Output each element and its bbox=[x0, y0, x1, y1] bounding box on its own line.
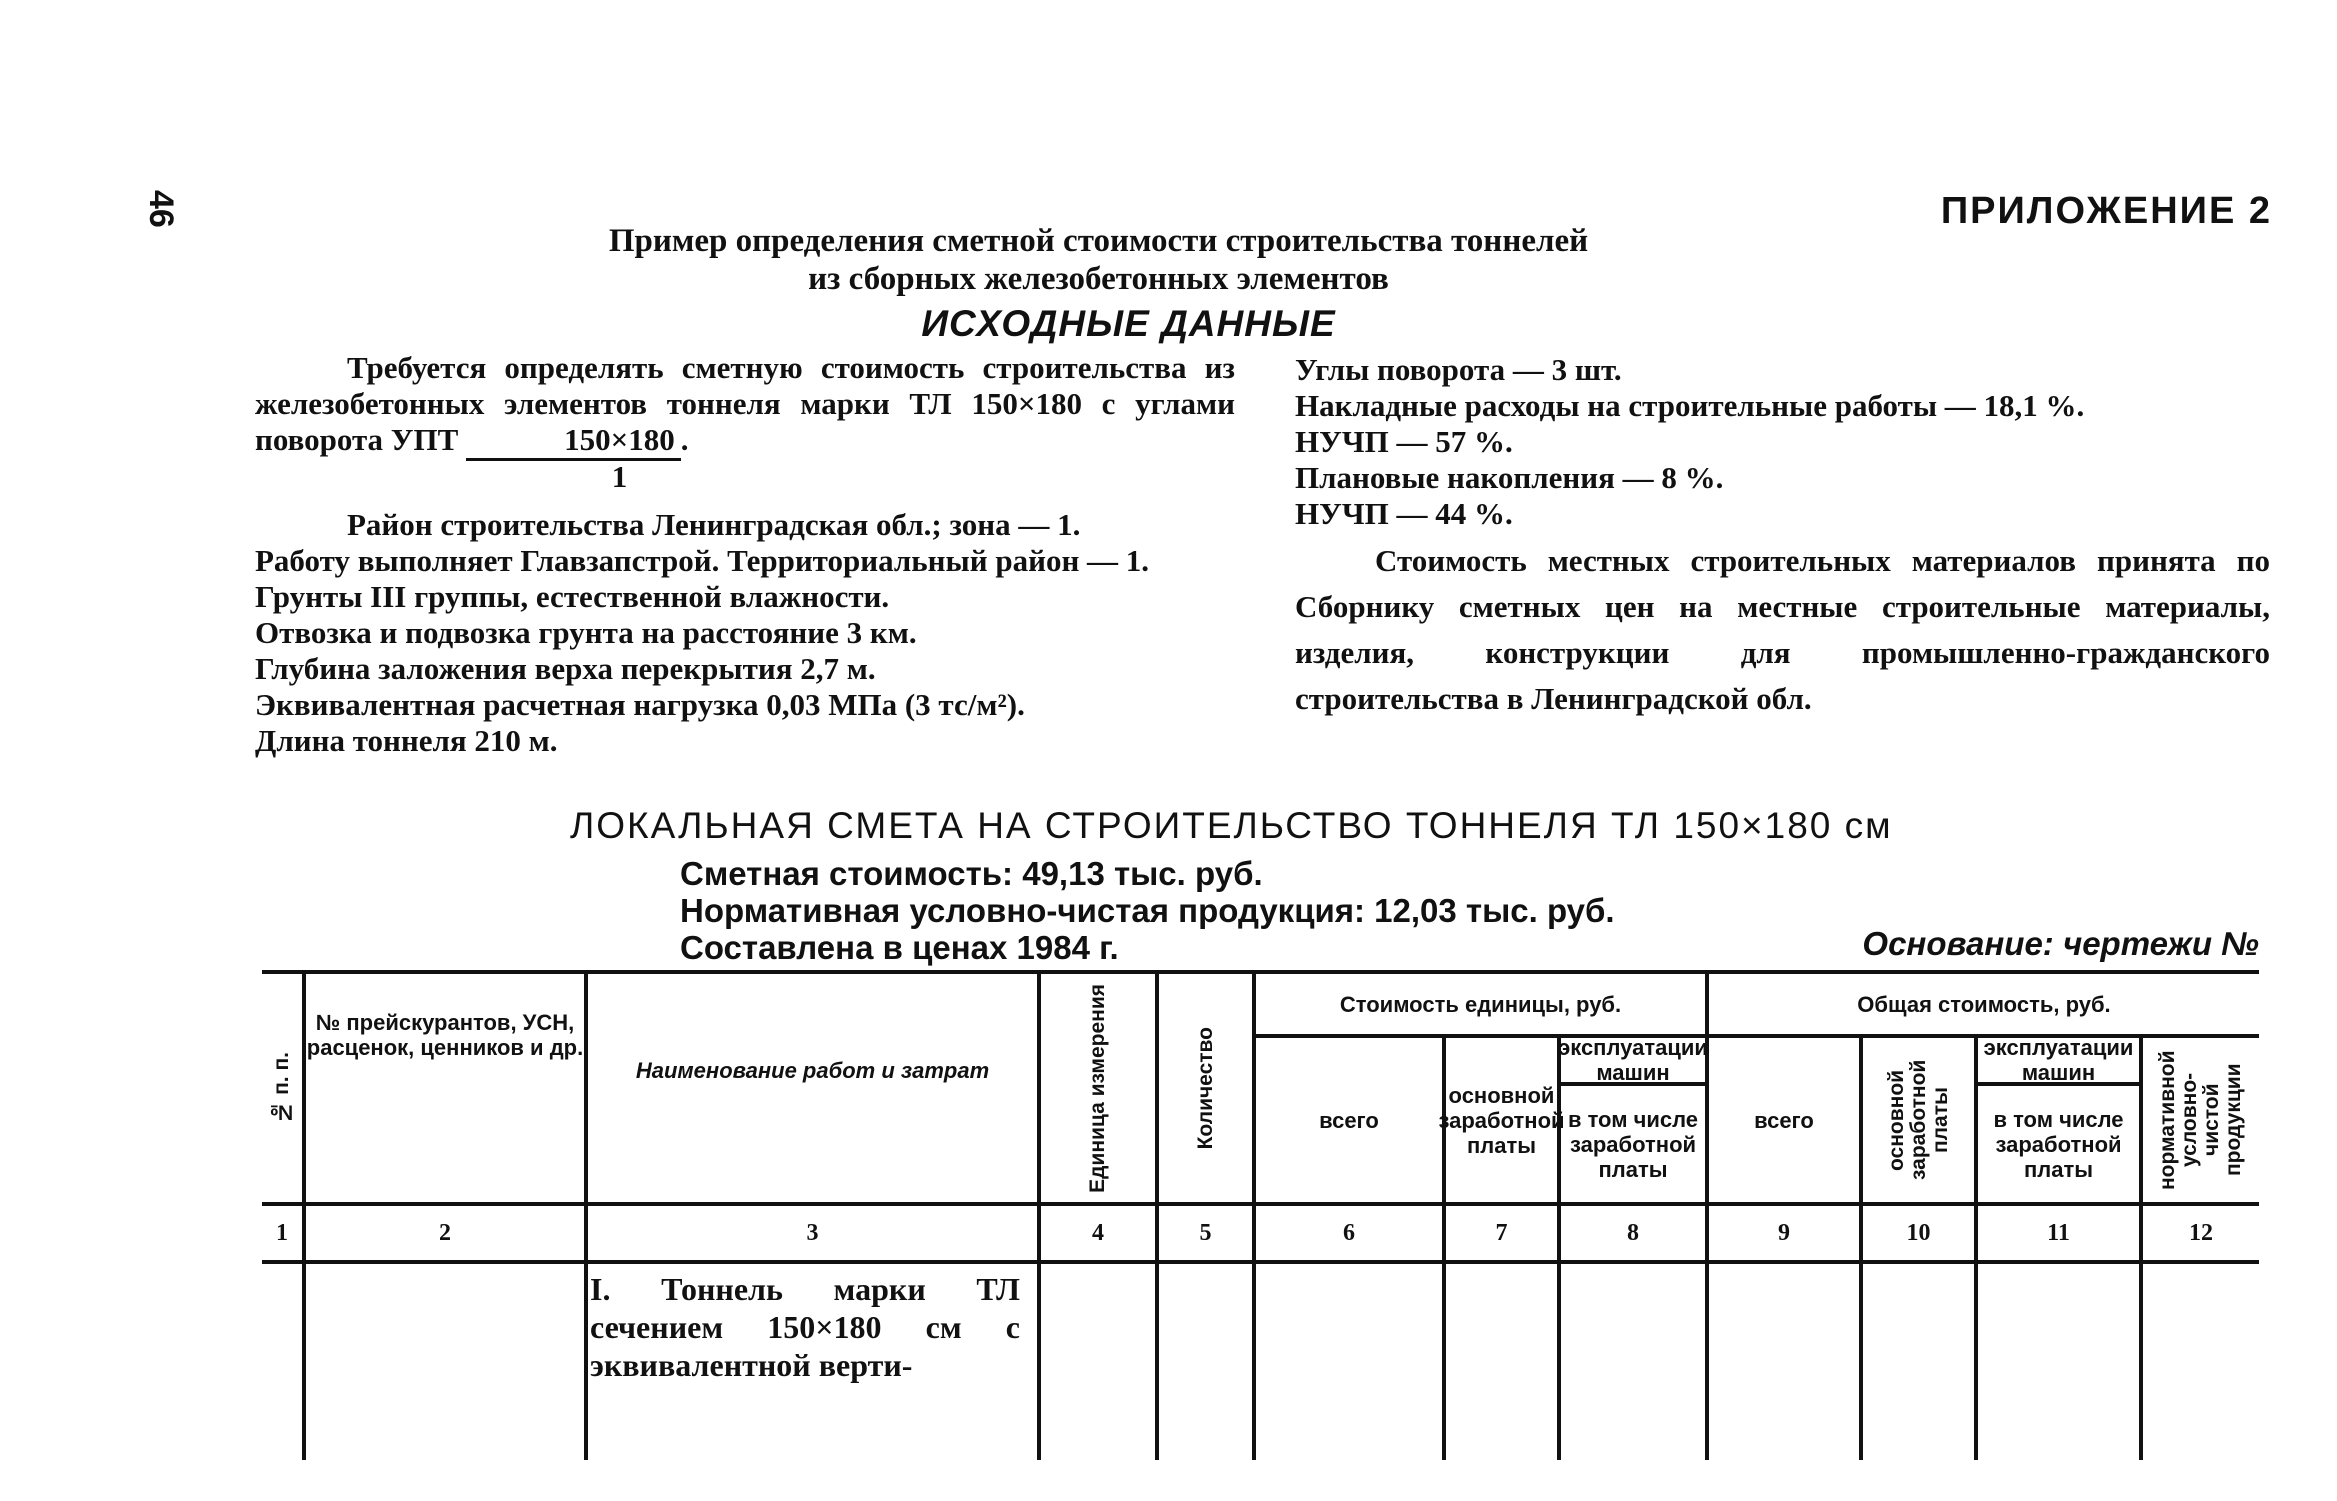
materials-paragraph: Стоимость местных строительных материалов принята по Сборнику сметных цен на местные строительные материалы, изделия, конструкции для промышленно-гражданского строительства в Ленинградской обл. bbox=[1295, 543, 2270, 716]
estimate-prices: Составлена в ценах 1984 г. bbox=[680, 929, 1119, 966]
estimate-production: Нормативная условно-чистая продукция: 12,03 тыс. руб. bbox=[680, 892, 1615, 929]
column-number: 4 bbox=[1092, 1219, 1104, 1246]
column-number: 2 bbox=[439, 1219, 451, 1246]
header-quantity: Количество bbox=[1193, 1026, 1217, 1150]
planned-savings-line: Плановые накопления — 8 %. bbox=[1295, 460, 1724, 495]
column-number: 3 bbox=[806, 1219, 819, 1246]
title-line-2: из сборных железобетонных элементов bbox=[808, 261, 1389, 297]
angles-line: Углы поворота — 3 шт. bbox=[1295, 352, 1622, 387]
header-unit-total: всего bbox=[1319, 1107, 1379, 1133]
column-number: 10 bbox=[1906, 1219, 1931, 1246]
right-column bbox=[1295, 352, 2270, 722]
header-unit-machine-wages: в том числе заработной платы bbox=[1567, 1106, 1699, 1182]
estimate-basis: Основание: чертежи № bbox=[1862, 925, 2259, 962]
contractor-line: Работу выполняет Главзапстрой. Территориальный район — 1. bbox=[255, 543, 1150, 578]
header-unit-cost: Стоимость единицы, руб. bbox=[1339, 991, 1622, 1017]
header-work-name: Наименование работ и затрат bbox=[635, 1057, 990, 1083]
header-price-lists: № прейскурантов, УСН, расценок, ценников и др. bbox=[306, 1010, 584, 1060]
column-number: 6 bbox=[1343, 1219, 1355, 1246]
header-total-cost: Общая стоимость, руб. bbox=[1857, 991, 2111, 1017]
appendix-label: ПРИЛОЖЕНИЕ 2 bbox=[1940, 190, 2272, 232]
header-number: № п. п. bbox=[270, 1052, 293, 1124]
depth-line: Глубина заложения верха перекрытия 2,7 м. bbox=[255, 651, 876, 686]
page-number: 46 bbox=[142, 190, 180, 228]
nuchp-line-1: НУЧП — 57 %. bbox=[1295, 424, 1513, 459]
header-total-machines: эксплуатации машин bbox=[1983, 1035, 2134, 1085]
soil-line: Грунты III группы, естественной влажности. bbox=[255, 579, 890, 614]
section-heading: ИСХОДНЫЕ ДАННЫЕ bbox=[921, 303, 1336, 344]
header-total-all: всего bbox=[1754, 1107, 1814, 1133]
load-line: Эквивалентная расчетная нагрузка 0,03 МПа (3 тс/м²). bbox=[255, 687, 1025, 722]
estimate-info bbox=[680, 855, 1615, 966]
length-line: Длина тоннеля 210 м. bbox=[255, 723, 558, 758]
column-number: 8 bbox=[1627, 1219, 1639, 1246]
header-unit: Единица измерения bbox=[1086, 983, 1109, 1193]
column-number: 7 bbox=[1495, 1219, 1508, 1246]
header-unit-wages: основной заработной платы bbox=[1438, 1082, 1565, 1158]
estimate-cost: Сметная стоимость: 49,13 тыс. руб. bbox=[680, 855, 1263, 892]
column-number: 5 bbox=[1199, 1219, 1212, 1246]
nuchp-line-2: НУЧП — 44 %. bbox=[1295, 496, 1513, 531]
fraction: $\frac{150\times 180}{1}$ bbox=[466, 422, 681, 493]
header-total-machine-wages: в том числе заработной платы bbox=[1993, 1106, 2124, 1182]
estimate-title: ЛОКАЛЬНАЯ СМЕТА НА СТРОИТЕЛЬСТВО ТОННЕЛЯ ТЛ 150×180 см bbox=[570, 805, 1893, 846]
left-column bbox=[255, 350, 1235, 759]
header-normative-production: нормативной условно-чистой продукции bbox=[2156, 1050, 2245, 1190]
column-number: 12 bbox=[2189, 1219, 2213, 1246]
header-total-wages: основной заработной платы bbox=[1884, 1059, 1952, 1181]
region-line: Район строительства Ленинградская обл.; зона — 1. bbox=[347, 507, 1081, 542]
estimate-table bbox=[262, 970, 2259, 1460]
overhead-line: Накладные расходы на строительные работы — 18,1 %. bbox=[1295, 388, 2085, 423]
intro-paragraph: Требуется определять сметную стоимость строительства из железобетонных элементов тоннеля марки ТЛ 150×180 с углами поворота УПТ $\frac{150\times 180}{1}$ . bbox=[255, 350, 1235, 494]
document-title bbox=[0, 222, 2337, 298]
header-unit-machines: эксплуатации машин bbox=[1558, 1035, 1708, 1085]
transport-line: Отвозка и подвозка грунта на расстояние 3 км. bbox=[255, 615, 917, 650]
title-line-1: Пример определения сметной стоимости строительства тоннелей bbox=[608, 223, 1589, 259]
column-number: 9 bbox=[1778, 1219, 1790, 1246]
column-number: 11 bbox=[2047, 1219, 2070, 1246]
table-first-row-text: I. Тоннель марки ТЛ сечением 150×180 см с эквивалентной верти- bbox=[590, 1271, 1020, 1383]
column-number: 1 bbox=[276, 1219, 288, 1246]
